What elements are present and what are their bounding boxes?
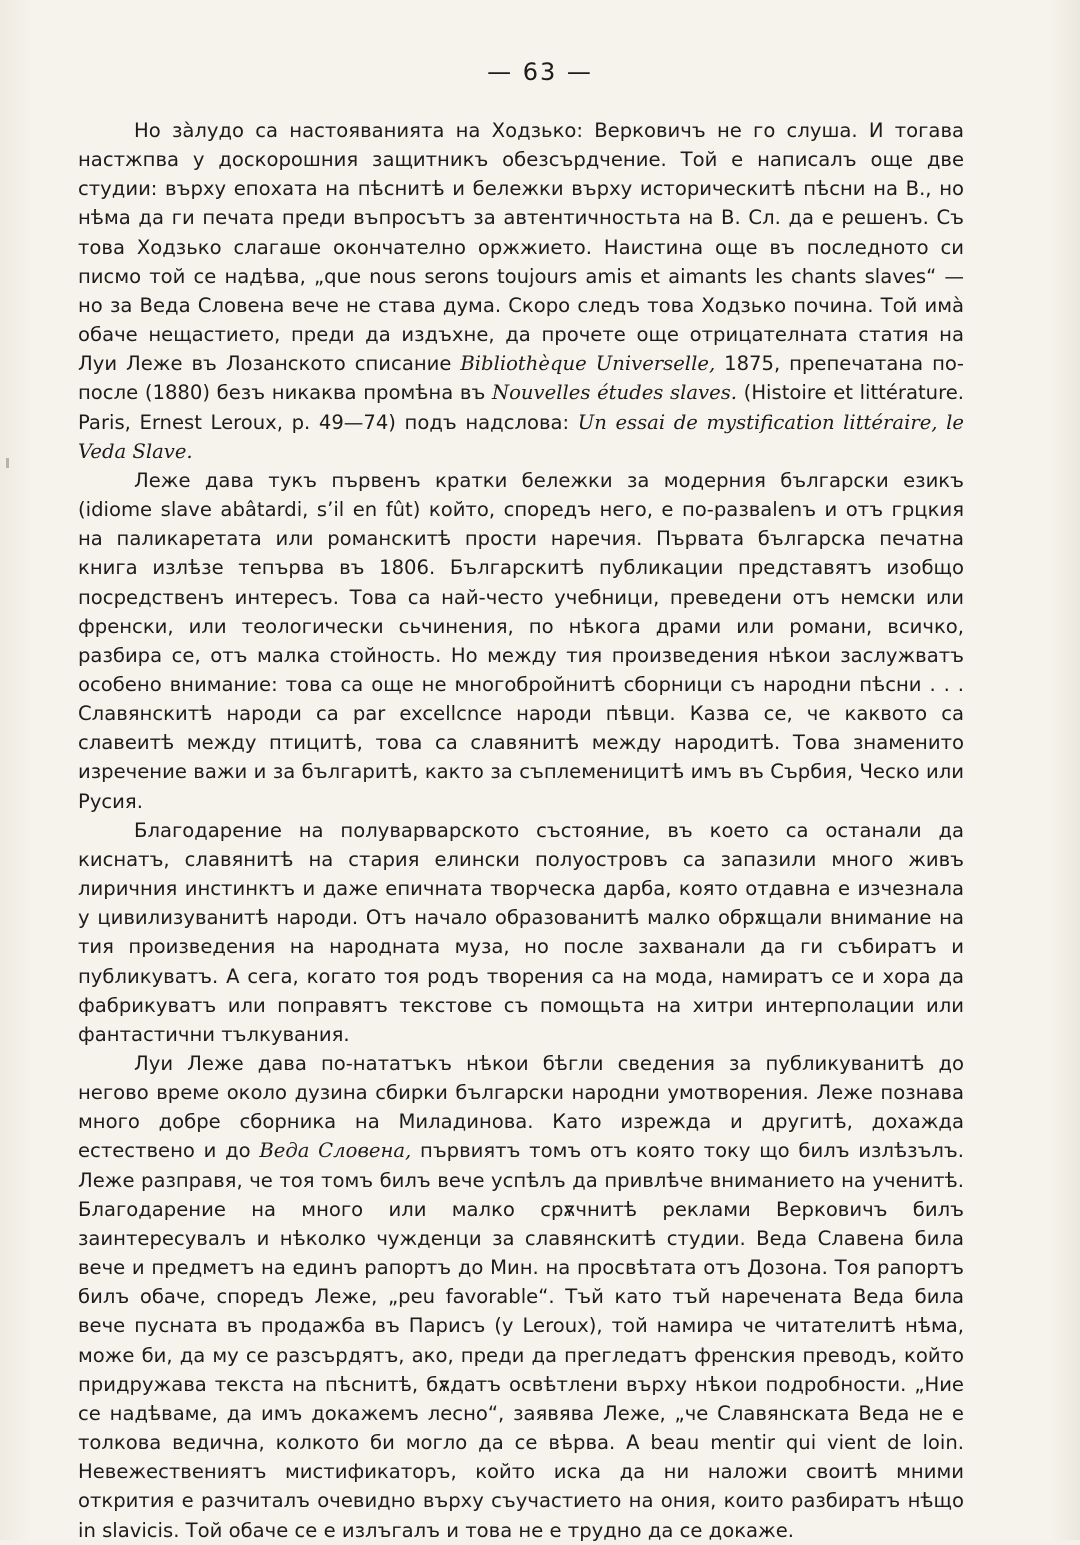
text-segment: Луи Леже дава по-нататъкъ нѣкои бѣгли сведения за публикуванитѣ до негово време около дузина сбирки български народни умотворения. Леже познава много добре сборника на Миладинова. Като изрежда и другитѣ, дохаждa естествено и до <box>78 1052 964 1163</box>
paragraph-1 <box>78 116 964 466</box>
paragraph-3 <box>78 816 964 1049</box>
page-number: — 63 — <box>487 58 593 86</box>
veda-slovena-italic: Веда Словена, <box>259 1139 412 1163</box>
journal-title-italic: Bibliothèque Universelle, <box>460 352 716 376</box>
text-segment: Леже дава тукъ първенъ кратки бележки за модерния български езикъ (idiome slave abâtardi, s’il en fût) който, споредъ него, е по-развalenъ и отъ грцкия на паликаретата или романскитѣ прости наречия. Първата българска печатна книга излѣзе тепърва въ 1806. Българскитѣ публикации представятъ изобщо посредственъ интересъ. Това са най-често учебници, преведени отъ немски или френски, или теологически сьчинения, по нѣкога драми или романи, всичко, разбира се, отъ малка стойность. Но между тия произведения нѣкои заслужватъ особено внимание: това са още не многобройнитѣ сборници съ народни пѣсни . . . Славянскитѣ народи са par excellcnce народи пѣвци. Казва се, че каквото са славеитѣ между птицитѣ, това са славянитѣ между народитѣ. Това знаменито изречение важи и за българитѣ, както за съплеменицитѣ имъ въ Сърбия, Ческо или Русия. <box>78 468 964 813</box>
text-segment: Благодарение на полуварварското състояние, въ което са останали да киснатъ, славянитѣ на стария елински полуостровъ са запазили много живъ лиричния инстинктъ и даже епичната творческа дарба, която отдавна е изчезнала у цивилизуванитѣ народи. Отъ начало образованитѣ малко обрѫщали внимание на тия произведения на народната муза, но после захванали да ги събиратъ и публикуватъ. А сега, когато тоя родъ творения са на мода, намиратъ се и хора да фабрикуватъ или поправятъ текстове съ помощьта на хитри интерполации или фантастични тълкувания. <box>78 818 964 1046</box>
paragraph-2 <box>78 466 964 816</box>
article-title-italic: Un essai de mystification littéraire, le Veda Slave. <box>78 410 964 463</box>
scan-speck <box>6 458 9 468</box>
paragraph-4 <box>78 1049 964 1545</box>
body-text <box>78 116 964 1545</box>
text-segment: първиятъ томъ отъ която току що билъ излѣзълъ. Леже разправя, че тоя томъ билъ вече успѣлъ да привлѣче вниманието на ученитѣ. Благодарение на много или малко срѫчнитѣ реклами Верковичъ билъ заинтересувалъ и нѣколко чужденци за славянскитѣ студии. Веда Славена била вече и предметъ на единъ рапортъ до Мин. на просвѣтата отъ Дозона. Тоя рапортъ билъ обаче, споредъ Леже, „peu favorable“. Тъй като тъй наречената Веда била вече пусната въ продажба въ Парисъ (у Leroux), той намира че читателитѣ нѣма, може би, да му се разсърдятъ, ако, преди да прегледатъ френския преводъ, който придружава текста на пѣснитѣ, бѫдатъ освѣтлени върху нѣкои подробности. „Ние се надѣваме, да имъ докажемъ лесно“, заявява Леже, „че Славянската Веда не е толкова ведична, колкото би могло да се вѣрва. А beau mentir qui vient de loin. Невежествениятъ мистификаторъ, който иска да ни наложи своитѣ мними открития е разчиталъ очевидно върху съучастието на ония, които разбиратъ нѣщо in slavicis. Той обаче се е излъгалъ и това не е трудно да се докаже. <box>78 1139 965 1542</box>
text-segment: (Histoire et littérature. Paris, Ernest Leroux, p. 49—74) подъ надслова: <box>78 381 964 434</box>
text-segment: Но за̀лудо са настояванията на Ходзько: Верковичъ не го слуша. И тогава настжпва у доскорошния защитникъ обезсърдчение. Той е написалъ още две студии: върху епохата на пѣснитѣ и бележки върху историческитѣ пѣсни на В., но нѣма да ги печата преди въпросътъ за автентичностьта на В. Сл. да е решенъ. Съ това Ходзько слагаше окончателно оржжието. Наистина още въ последното си писмо той се надѣва, „que nous serons toujours amis et aimants les chants slaves“ — но за Веда Словена вече не става дума. Скоро следъ това Ходзько почина. Той имà обаче нещастието, преди да издъхне, да прочете още отрицателната статия на Луи Леже въ Лозанското списание <box>78 119 964 376</box>
text-segment: 1875, препечатана по-после (1880) безъ никаква промѣна въ <box>78 352 964 405</box>
book-title-italic: Nouvelles études slaves. <box>491 381 737 405</box>
